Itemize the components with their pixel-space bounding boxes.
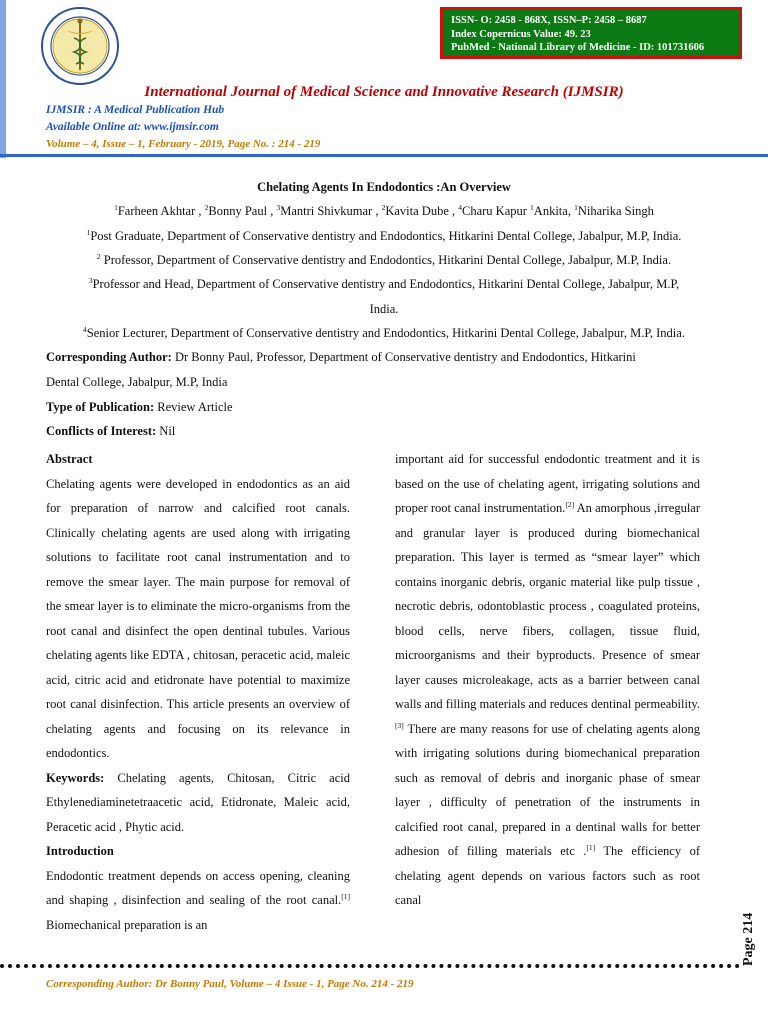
author: $^1$Farheen Akhtar , (114, 202, 205, 218)
abstract-text: Chelating agents were developed in endodontics as an aid for preparation of narrow and calcified root canals. Clinically chelating agents are used along with irrigating solutions to facilitate root canal instrumentation and to remove the smear layer. The main purpose for removal of the smear layer is to eliminate the micro-organisms from the root canal and disinfect the open dentinal tubules. Various chelating agents like EDTA , chitosan, peracetic acid, maleic acid, citric acid and etidronate have potential to maximize root canal disinfection. This article presents an overview of chelating agents and focusing on its relevance in endodontics. (46, 476, 350, 760)
affiliation-2: $^2$ Professor, Department of Conservative dentistry and Endodontics, Hitkarini Dental College, Jabalpur, M.P, India. (96, 251, 672, 267)
page-number-text: Page 214 (741, 912, 756, 966)
footer-citation: Corresponding Author: Dr Bonny Paul, Volume – 4 Issue - 1, Page No. 214 - 219 (46, 978, 414, 990)
author: $^4$Charu Kapur (458, 202, 531, 218)
issn-line: ISSN- O: 2458 - 868X, ISSN–P: 2458 – 8687 (451, 15, 647, 26)
journal-title: International Journal of Medical Science and Innovative Research (IJMSIR) (144, 84, 624, 100)
conflicts-of-interest: Conflicts of Interest: Nil (46, 424, 176, 438)
corresponding-author: Corresponding Author: Dr Bonny Paul, Professor, Department of Conservative dentistry and Endodontics, Hitkarini (46, 350, 636, 364)
corresponding-author-cont: Dental College, Jabalpur, M.P, India (46, 375, 228, 389)
issn-box (440, 7, 742, 59)
affiliation-4: $^4$Senior Lecturer, Department of Conservative dentistry and Endodontics, Hitkarini Dental College, Jabalpur, M.P, India. (83, 324, 685, 340)
affiliation-1: $^1$Post Graduate, Department of Conservative dentistry and Endodontics, Hitkarini Dental College, Jabalpur, M.P, India. (86, 227, 682, 243)
right-column (395, 447, 700, 913)
introduction-heading: Introduction (46, 844, 114, 858)
affiliation-3-cont: India. (369, 302, 399, 316)
author: $^3$Mantri Shivkumar , (276, 202, 382, 218)
author: $^2$Bonny Paul , (204, 202, 277, 218)
abstract-heading: Abstract (46, 452, 93, 466)
volume-issue: Volume – 4, Issue – 1, February - 2019, Page No. : 214 - 219 (46, 138, 321, 150)
body-paragraph: important aid for successful endodontic treatment and it is based on the use of chelating agent, irrigating solutions and proper root canal instrumentation.[2] An amorphous ,irregular and granular layer is produced during biomechanical preparation. This layer is termed as “smear layer” which contains inorganic debris, organic material like pulp tissue , necrotic debris, odontoblastic process , coagulated proteins, blood cells, nerve fibers, collagen, tissue fluid, microorganisms and their byproducts. Presence of smear layer causes microleakage, acts as a barrier between canal walls and filling materials and reduces dentinal permeability.[3] There are many reasons for use of chelating agents along with irrigating solutions during biomechanical preparation such as removal of debris and inorganic phase of smear layer , difficulty of penetration of the instruments in calcified root canal, prepared in a dentinal walls for better adhesion of filling materials etc .[1] The efficiency of chelating agent depends on various factors such as root canal (395, 452, 701, 907)
header-rule (0, 154, 768, 157)
article-title: Chelating Agents In Endodontics :An Overview (257, 180, 511, 194)
introduction-text: Endodontic treatment depends on access opening, cleaning and shaping , disinfection and sealing of the root canal.[1] Biomechanical preparation is an (46, 868, 350, 932)
author: $^1$Niharika Singh (574, 202, 654, 218)
author: $^1$Ankita, (530, 202, 575, 218)
publication-hub: IJMSIR : A Medical Publication Hub (46, 104, 225, 116)
journal-seal-logo (40, 6, 120, 86)
footer-dotted-rule (0, 964, 740, 968)
left-column (46, 447, 350, 937)
author: $^2$Kavita Dube , (381, 202, 459, 218)
keywords: Keywords: Chelating agents, Chitosan, Citric acid Ethylenediaminetetraacetic acid, Etidronate, Maleic acid, Peracetic acid , Phytic acid. (46, 770, 350, 834)
pubmed-line: PubMed - National Library of Medicine - ID: 101731606 (451, 42, 705, 53)
available-online[interactable]: Available Online at: www.ijmsir.com (46, 121, 219, 133)
author-list (40, 204, 728, 219)
page-number (722, 908, 768, 968)
publication-type: Type of Publication: Review Article (46, 400, 233, 414)
index-copernicus-line: Index Copernicus Value: 49. 23 (451, 28, 591, 40)
header-edge-bar (0, 0, 6, 158)
affiliation-3: $^3$Professor and Head, Department of Conservative dentistry and Endodontics, Hitkarini Dental College, Jabalpur, M.P, (88, 275, 680, 291)
